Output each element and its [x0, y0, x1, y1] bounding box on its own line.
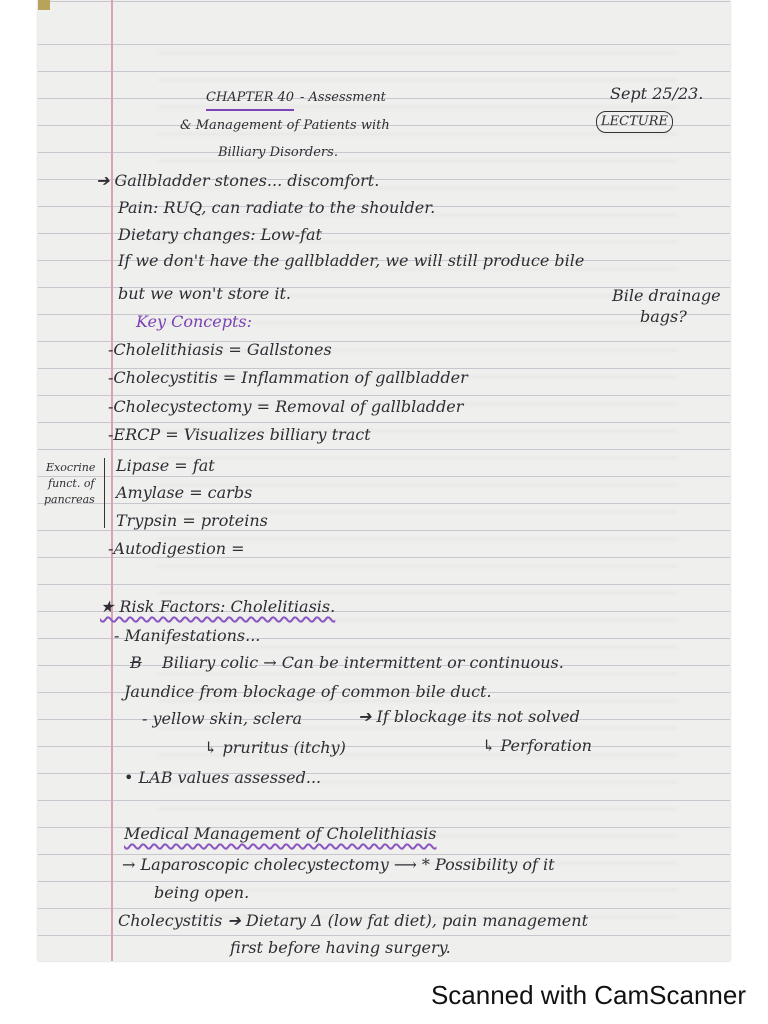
- cholecystitis-treatment: Cholecystitis ➔ Dietary Δ (low fat diet), pain management: [118, 911, 589, 930]
- note-line-5: but we won't store it.: [118, 284, 291, 303]
- risk-factors-heading: ★ Risk Factors: Cholelitiasis.: [100, 597, 336, 616]
- note-line-1: ➔ Gallbladder stones... discomfort.: [96, 171, 380, 190]
- crossed-out-mark: B: [130, 653, 142, 672]
- concept-3: -Cholecystectomy = Removal of gallbladder: [108, 397, 464, 416]
- yellow-skin: - yellow skin, sclera: [142, 709, 303, 728]
- key-concepts-heading: Key Concepts:: [136, 312, 252, 331]
- being-open: being open.: [154, 883, 250, 902]
- pruritus: ↳ pruritus (itchy): [204, 738, 346, 757]
- lecture-tag: LECTURE: [596, 111, 673, 133]
- jaundice: Jaundice from blockage of common bile duct.: [124, 682, 492, 701]
- concept-1: -Cholelithiasis = Gallstones: [108, 340, 332, 359]
- pancreas-1: Lipase = fat: [116, 456, 215, 475]
- blockage-note: ➔ If blockage its not solved: [358, 707, 580, 726]
- note-line-2: Pain: RUQ, can radiate to the shoulder.: [118, 198, 436, 217]
- page-corner: [38, 0, 50, 10]
- note-line-3: Dietary changes: Low-fat: [118, 225, 322, 244]
- autodigestion: -Autodigestion =: [108, 539, 245, 558]
- title-line-2: & Management of Patients with: [180, 118, 390, 133]
- laparoscopic: → Laparoscopic cholecystectomy ⟶ * Possibility of it: [122, 855, 555, 874]
- side-note-1: Bile drainage: [612, 286, 721, 305]
- pancreas-2: Amylase = carbs: [116, 483, 253, 502]
- margin-note-1: Exocrine: [46, 461, 96, 474]
- medical-management-heading: Medical Management of Cholelithiasis: [124, 824, 437, 843]
- camscanner-watermark: Scanned with CamScanner: [430, 980, 746, 1010]
- title-line-1: - Assessment: [300, 90, 386, 105]
- biliary-colic: Biliary colic → Can be intermittent or continuous.: [162, 653, 564, 672]
- title-line-3: Billiary Disorders.: [218, 145, 338, 160]
- notebook-page: [38, 0, 730, 961]
- chapter-label: CHAPTER 40: [206, 88, 294, 111]
- concept-4: -ERCP = Visualizes billiary tract: [108, 425, 371, 444]
- lab-values: • LAB values assessed...: [124, 768, 322, 787]
- manifestations: - Manifestations...: [114, 626, 261, 645]
- first-before-surgery: first before having surgery.: [230, 938, 451, 957]
- perforation: ↳ Perforation: [482, 736, 592, 755]
- pancreas-3: Trypsin = proteins: [116, 511, 268, 530]
- date: Sept 25/23.: [610, 84, 704, 103]
- margin-note-3: pancreas: [44, 493, 95, 506]
- side-note-2: bags?: [640, 307, 687, 326]
- margin-note-2: funct. of: [48, 477, 95, 490]
- concept-2: -Cholecystitis = Inflammation of gallbladder: [108, 368, 468, 387]
- margin-brace: [104, 458, 115, 528]
- note-line-4: If we don't have the gallbladder, we will still produce bile: [118, 251, 585, 270]
